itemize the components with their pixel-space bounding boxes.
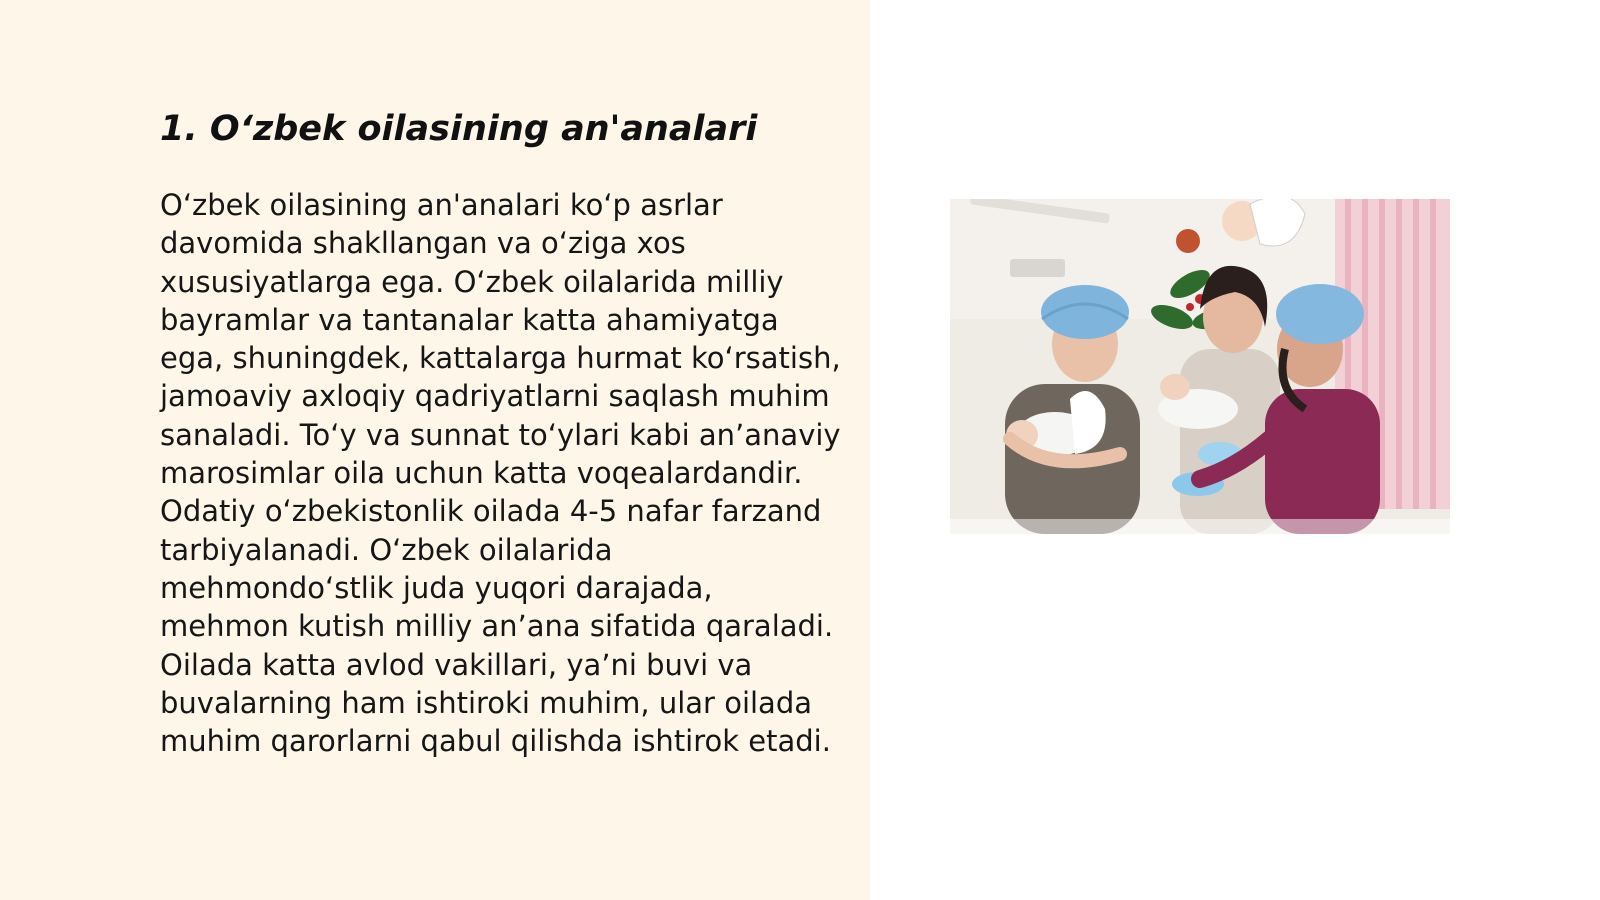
slide-title: 1. O‘zbek oilasining an'analari	[160, 109, 758, 149]
family-photo	[950, 199, 1450, 534]
family-photo-illustration	[950, 199, 1450, 534]
body-paragraph: O‘zbek oilasining an'analari ko‘p asrlar davomida shakllangan va o‘ziga xos xususiyatlarga ega. O‘zbek oilalarida milliy bayramlar va tantanalar katta ahamiyatga ega, shuningdek, kattalarga hurmat ko‘rsatish, jamoaviy axloqiy qadriyatlarni saqlash muhim sanaladi. To‘y va sunnat to‘ylari kabi an’anaviy marosimlar oila uchun katta voqealardandir. Odatiy o‘zbekistonlik oilada 4-5 nafar farzand tarbiyalanadi. O‘zbek oilalarida mehmondo‘stlik juda yuqori darajada, mehmon kutish milliy an’ana sifatida qaraladi. Oilada katta avlod vakillari, ya’ni buvi va buvalarning ham ishtiroki muhim, ular oilada muhim qarorlarni qabul qilishda ishtirok etadi.	[160, 188, 841, 759]
